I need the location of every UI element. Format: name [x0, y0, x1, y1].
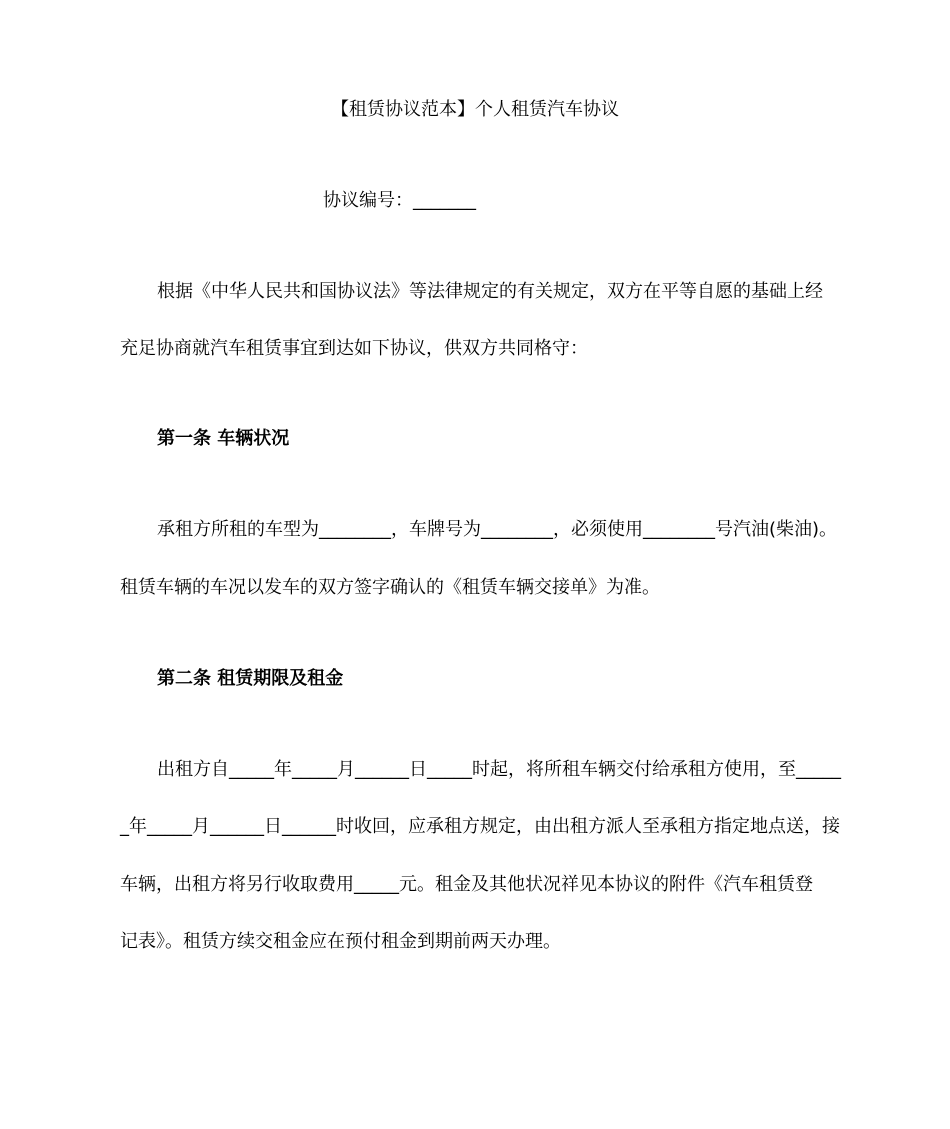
article-2-line-2: _年_____月______日______时收回，应承租方规定，由出租方派人至承租方指定地点送，接 [120, 816, 840, 837]
document-title: 【租赁协议范本】个人租赁汽车协议 [331, 99, 619, 120]
article-1-heading: 第一条 车辆状况 [157, 428, 290, 449]
preamble-line-1: 根据《中华人民共和国协议法》等法律规定的有关规定，双方在平等自愿的基础上经 [157, 281, 823, 302]
article-2-heading: 第二条 租赁期限及租金 [157, 668, 344, 689]
article-1-line-2: 租赁车辆的车况以发车的双方签字确认的《租赁车辆交接单》为准。 [120, 577, 660, 598]
article-1-line-1: 承租方所租的车型为________，车牌号为________，必须使用________号汽油(柴油)。 [157, 519, 838, 540]
article-2-line-1: 出租方自_____年_____月______日_____时起，将所租车辆交付给承租方使用，至_____ [157, 759, 841, 780]
article-2-line-3: 车辆，出租方将另行收取费用_____元。租金及其他状况祥见本协议的附件《汽车租赁登 [120, 874, 813, 895]
contract-number-field: 协议编号：_______ [323, 190, 476, 211]
preamble-line-2: 充足协商就汽车租赁事宜到达如下协议，供双方共同格守： [120, 338, 588, 359]
article-2-line-4: 记表》。租赁方续交租金应在预付租金到期前两天办理。 [120, 931, 561, 952]
